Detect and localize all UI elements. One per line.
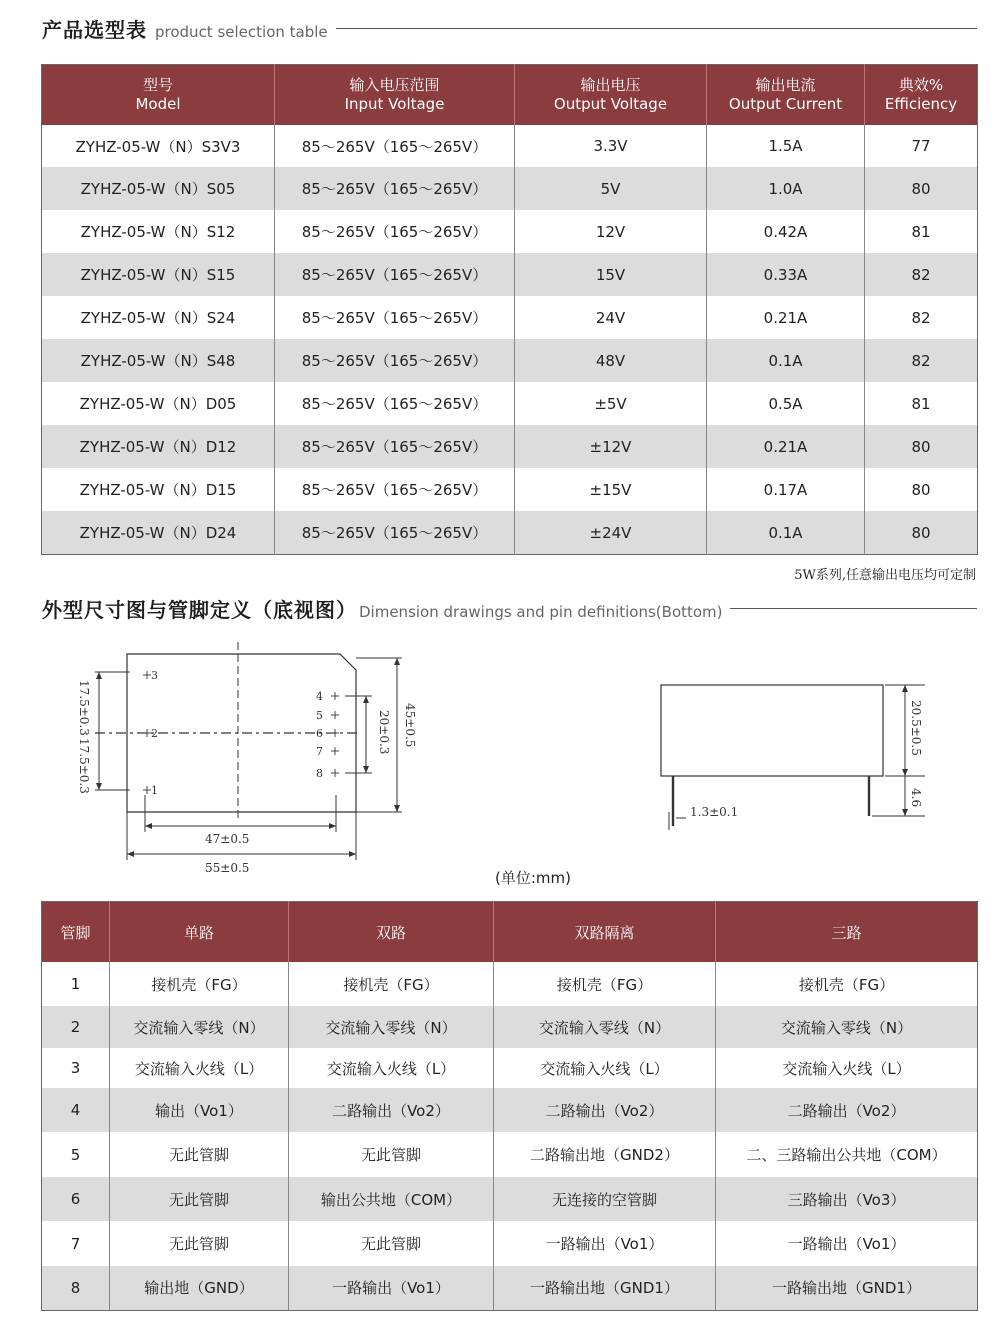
table-row — [42, 1048, 978, 1088]
table-row — [42, 339, 978, 382]
header-en: Input Voltage — [344, 95, 445, 113]
cell-dual: 无此管脚 — [289, 1132, 494, 1177]
cell-pin: 8 — [42, 1266, 110, 1310]
cell-iout: 0.1A — [707, 511, 865, 555]
cell-single: 交流输入零线（N） — [110, 1006, 289, 1048]
table-row — [42, 210, 978, 253]
cell-pin: 4 — [42, 1088, 110, 1132]
cell-input: 85～265V（165～265V） — [275, 167, 515, 210]
table-row — [42, 1088, 978, 1132]
cell-input: 85～265V（165～265V） — [275, 296, 515, 339]
section-title-en: Dimension drawings and pin definitions(Bottom) — [359, 603, 723, 621]
header-cn: 型号 — [142, 76, 173, 94]
cell-iout: 0.21A — [707, 296, 865, 339]
dim-width-outer: 55±0.5 — [205, 861, 250, 875]
cell-eff: 80 — [865, 468, 978, 511]
table-row — [42, 167, 978, 210]
cell-input: 85～265V（165～265V） — [275, 253, 515, 296]
cell-input: 85～265V（165～265V） — [275, 511, 515, 555]
table-header-row — [42, 65, 978, 126]
table-row — [42, 296, 978, 339]
header-cn: 典效% — [898, 76, 944, 94]
header-output-voltage — [515, 65, 707, 126]
cell-dual: 交流输入零线（N） — [289, 1006, 494, 1048]
cell-pin: 3 — [42, 1048, 110, 1088]
pin-definition-table — [41, 901, 978, 1311]
cell-model: ZYHZ-05-W（N）D05 — [42, 382, 275, 425]
cell-dual: 输出公共地（COM） — [289, 1177, 494, 1221]
cell-iout: 0.5A — [707, 382, 865, 425]
cell-vout: 5V — [515, 167, 707, 210]
table-row — [42, 382, 978, 425]
side-view-outline — [661, 685, 883, 776]
header-input-voltage — [275, 65, 515, 126]
dim-pin-length: 4.6 — [909, 788, 923, 808]
cell-model: ZYHZ-05-W（N）D12 — [42, 425, 275, 468]
cell-model: ZYHZ-05-W（N）D24 — [42, 511, 275, 555]
cell-vout: ±15V — [515, 468, 707, 511]
header-en: Output Current — [728, 95, 843, 113]
cell-iout: 1.5A — [707, 125, 865, 167]
cell-iout: 0.1A — [707, 339, 865, 382]
cell-dual: 二路输出（Vo2） — [289, 1088, 494, 1132]
cell-single: 无此管脚 — [110, 1177, 289, 1221]
cell-single: 无此管脚 — [110, 1221, 289, 1266]
header-en: Output Voltage — [553, 95, 668, 113]
section-title-selection — [42, 14, 328, 43]
cell-model: ZYHZ-05-W（N）S48 — [42, 339, 275, 382]
table-row — [42, 962, 978, 1006]
table-header-row — [42, 902, 978, 963]
header-pin: 管脚 — [42, 902, 110, 963]
table-row — [42, 1006, 978, 1048]
cell-model: ZYHZ-05-W（N）S15 — [42, 253, 275, 296]
header-cn: 输出电压 — [580, 76, 641, 94]
cell-eff: 82 — [865, 339, 978, 382]
section-divider — [336, 28, 977, 29]
cell-iout: 0.21A — [707, 425, 865, 468]
header-efficiency — [865, 65, 978, 126]
dim-left-top: 17.5±0.3 — [77, 680, 91, 736]
cell-eff: 82 — [865, 253, 978, 296]
cell-dual-isolated: 一路输出（Vo1） — [494, 1221, 716, 1266]
cell-triple: 二路输出（Vo2） — [716, 1088, 978, 1132]
table-row — [42, 425, 978, 468]
cell-iout: 0.17A — [707, 468, 865, 511]
pin-label: 7 — [316, 745, 323, 758]
cell-pin: 6 — [42, 1177, 110, 1221]
cell-vout: ±12V — [515, 425, 707, 468]
cell-iout: 0.33A — [707, 253, 865, 296]
header-triple: 三路 — [716, 902, 978, 963]
cell-eff: 80 — [865, 167, 978, 210]
cell-single: 无此管脚 — [110, 1132, 289, 1177]
cell-single: 输出（Vo1） — [110, 1088, 289, 1132]
cell-input: 85～265V（165～265V） — [275, 468, 515, 511]
dim-width-inner: 47±0.5 — [205, 832, 250, 846]
table-row — [42, 1266, 978, 1310]
pin-label: 1 — [151, 784, 158, 797]
pin-label: 6 — [316, 727, 323, 740]
section-title-dimensions — [42, 594, 723, 623]
dimension-drawing — [0, 630, 997, 875]
cell-eff: 80 — [865, 425, 978, 468]
cell-single: 接机壳（FG） — [110, 962, 289, 1006]
dim-side-height: 20.5±0.5 — [909, 700, 923, 756]
cell-model: ZYHZ-05-W（N）S24 — [42, 296, 275, 339]
section-divider — [730, 608, 977, 609]
cell-dual: 接机壳（FG） — [289, 962, 494, 1006]
cell-triple: 交流输入火线（L） — [716, 1048, 978, 1088]
cell-vout: 15V — [515, 253, 707, 296]
table-row — [42, 511, 978, 555]
cell-input: 85～265V（165～265V） — [275, 339, 515, 382]
header-model — [42, 65, 275, 126]
cell-model: ZYHZ-05-W（N）S3V3 — [42, 125, 275, 167]
section-title-cn: 产品选型表 — [42, 18, 147, 42]
cell-vout: 48V — [515, 339, 707, 382]
section-title-en: product selection table — [155, 23, 328, 41]
header-dual: 双路 — [289, 902, 494, 963]
dim-right-pins: 20±0.3 — [377, 710, 391, 755]
cell-eff: 82 — [865, 296, 978, 339]
table-row — [42, 1221, 978, 1266]
dim-height: 45±0.5 — [403, 703, 417, 748]
pin-label: 4 — [316, 690, 323, 703]
cell-eff: 77 — [865, 125, 978, 167]
cell-eff: 80 — [865, 511, 978, 555]
cell-triple: 一路输出（Vo1） — [716, 1221, 978, 1266]
cell-pin: 7 — [42, 1221, 110, 1266]
header-dual-isolated: 双路隔离 — [494, 902, 716, 963]
customization-note: 5W系列,任意输出电压均可定制 — [794, 568, 976, 583]
cell-input: 85～265V（165～265V） — [275, 210, 515, 253]
pin-label: 8 — [316, 767, 323, 780]
cell-vout: 12V — [515, 210, 707, 253]
table-row — [42, 468, 978, 511]
cell-input: 85～265V（165～265V） — [275, 125, 515, 167]
cell-model: ZYHZ-05-W（N）S12 — [42, 210, 275, 253]
cell-triple: 接机壳（FG） — [716, 962, 978, 1006]
cell-triple: 一路输出地（GND1） — [716, 1266, 978, 1310]
pin-label: 5 — [316, 709, 323, 722]
cell-vout: 3.3V — [515, 125, 707, 167]
table-row — [42, 125, 978, 167]
cell-vout: ±5V — [515, 382, 707, 425]
product-selection-table — [41, 64, 978, 555]
cell-eff: 81 — [865, 382, 978, 425]
cell-vout: 24V — [515, 296, 707, 339]
cell-pin: 1 — [42, 962, 110, 1006]
header-single: 单路 — [110, 902, 289, 963]
cell-dual-isolated: 接机壳（FG） — [494, 962, 716, 1006]
cell-dual: 无此管脚 — [289, 1221, 494, 1266]
header-cn: 输入电压范围 — [349, 76, 440, 94]
cell-dual-isolated: 二路输出地（GND2） — [494, 1132, 716, 1177]
cell-dual-isolated: 一路输出地（GND1） — [494, 1266, 716, 1310]
cell-dual-isolated: 交流输入火线（L） — [494, 1048, 716, 1088]
pin-label: 2 — [151, 727, 158, 740]
table-row — [42, 1132, 978, 1177]
table-row — [42, 1177, 978, 1221]
header-output-current — [707, 65, 865, 126]
cell-single: 交流输入火线（L） — [110, 1048, 289, 1088]
cell-triple: 交流输入零线（N） — [716, 1006, 978, 1048]
cell-iout: 1.0A — [707, 167, 865, 210]
cell-iout: 0.42A — [707, 210, 865, 253]
cell-model: ZYHZ-05-W（N）S05 — [42, 167, 275, 210]
cell-dual-isolated: 二路输出（Vo2） — [494, 1088, 716, 1132]
cell-pin: 5 — [42, 1132, 110, 1177]
table-row — [42, 253, 978, 296]
cell-dual: 一路输出（Vo1） — [289, 1266, 494, 1310]
cell-dual-isolated: 交流输入零线（N） — [494, 1006, 716, 1048]
section-title-cn: 外型尺寸图与管脚定义（底视图） — [42, 598, 357, 622]
cell-model: ZYHZ-05-W（N）D15 — [42, 468, 275, 511]
dim-left-bottom: 17.5±0.3 — [77, 738, 91, 794]
pin-label: 3 — [151, 669, 158, 682]
unit-label: (单位:mm) — [495, 869, 571, 887]
cell-eff: 81 — [865, 210, 978, 253]
header-en: Efficiency — [884, 95, 958, 113]
cell-pin: 2 — [42, 1006, 110, 1048]
cell-dual: 交流输入火线（L） — [289, 1048, 494, 1088]
cell-single: 输出地（GND） — [110, 1266, 289, 1310]
dim-pin-dia: 1.3±0.1 — [690, 805, 739, 819]
cell-triple: 三路输出（Vo3） — [716, 1177, 978, 1221]
cell-vout: ±24V — [515, 511, 707, 555]
cell-triple: 二、三路输出公共地（COM） — [716, 1132, 978, 1177]
cell-dual-isolated: 无连接的空管脚 — [494, 1177, 716, 1221]
header-en: Model — [135, 95, 181, 113]
cell-input: 85～265V（165～265V） — [275, 382, 515, 425]
cell-input: 85～265V（165～265V） — [275, 425, 515, 468]
header-cn: 输出电流 — [755, 76, 816, 94]
